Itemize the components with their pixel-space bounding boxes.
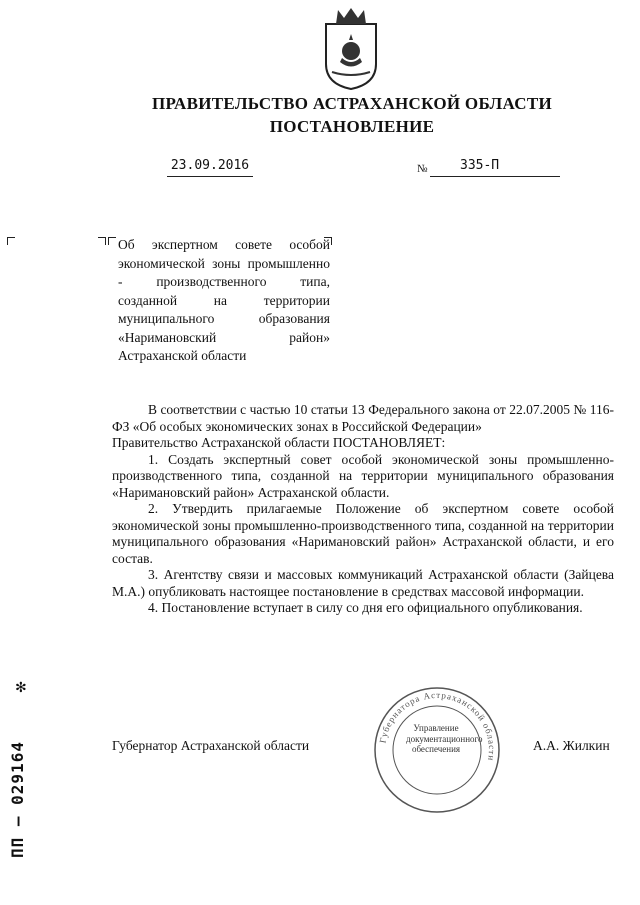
coat-of-arms-emblem bbox=[322, 6, 380, 90]
document-number: 335-П bbox=[460, 158, 500, 173]
preamble-paragraph: В соответствии с частью 10 статьи 13 Федерального закона от 22.07.2005 № 116-ФЗ «Об особых экономических зонах в Российской Федерации» bbox=[112, 402, 614, 434]
item-3-paragraph: 3. Агентству связи и массовых коммуникаций Астраханской области (Зайцева М.А.) опубликовать настоящее постановление в средствах массовой информации. bbox=[112, 567, 614, 599]
document-body bbox=[112, 402, 614, 617]
stamp-center-text: Управление документационного обеспечения bbox=[406, 723, 483, 754]
number-sign: № bbox=[417, 163, 428, 175]
item-1-paragraph: 1. Создать экспертный совет особой экономической зоны промышленно-производственного типа, созданной на территории муниципального образования «Наримановский район» Астраханской области. bbox=[112, 451, 614, 500]
signatory-name: А.А. Жилкин bbox=[533, 738, 610, 753]
subject-bracket-left-inner bbox=[108, 237, 116, 245]
stamp-ring-text: Губернатора Астраханской области bbox=[377, 689, 498, 763]
decree-paragraph: Правительство Астраханской области ПОСТАНОВЛЯЕТ: bbox=[112, 435, 446, 450]
asterisk-mark-icon: ✻ bbox=[15, 681, 27, 696]
subject-bracket-left-outer bbox=[98, 237, 106, 245]
government-title: ПРАВИТЕЛЬСТВО АСТРАХАНСКОЙ ОБЛАСТИ bbox=[152, 94, 552, 113]
document-date: 23.09.2016 bbox=[170, 158, 250, 173]
left-margin-corner bbox=[7, 237, 15, 245]
document-subject: Об экспертном совете особой экономической зоны промышленно - производственного типа, созданной на территории муниципального образования «Наримановский район» Астраханской области bbox=[118, 237, 330, 363]
item-4-paragraph: 4. Постановление вступает в силу со дня его официального опубликования. bbox=[148, 600, 583, 615]
document-type: ПОСТАНОВЛЕНИЕ bbox=[269, 117, 435, 136]
item-2-paragraph: 2. Утвердить прилагаемые Положение об экспертном совете особой экономической зоны промышленно-производственного типа, созданной на территории муниципального образования «Наримановский район» Астраханской области, и его состав. bbox=[112, 501, 614, 566]
signatory-title: Губернатор Астраханской области bbox=[112, 738, 310, 753]
margin-registration-code: ПП – 029164 bbox=[8, 741, 27, 858]
